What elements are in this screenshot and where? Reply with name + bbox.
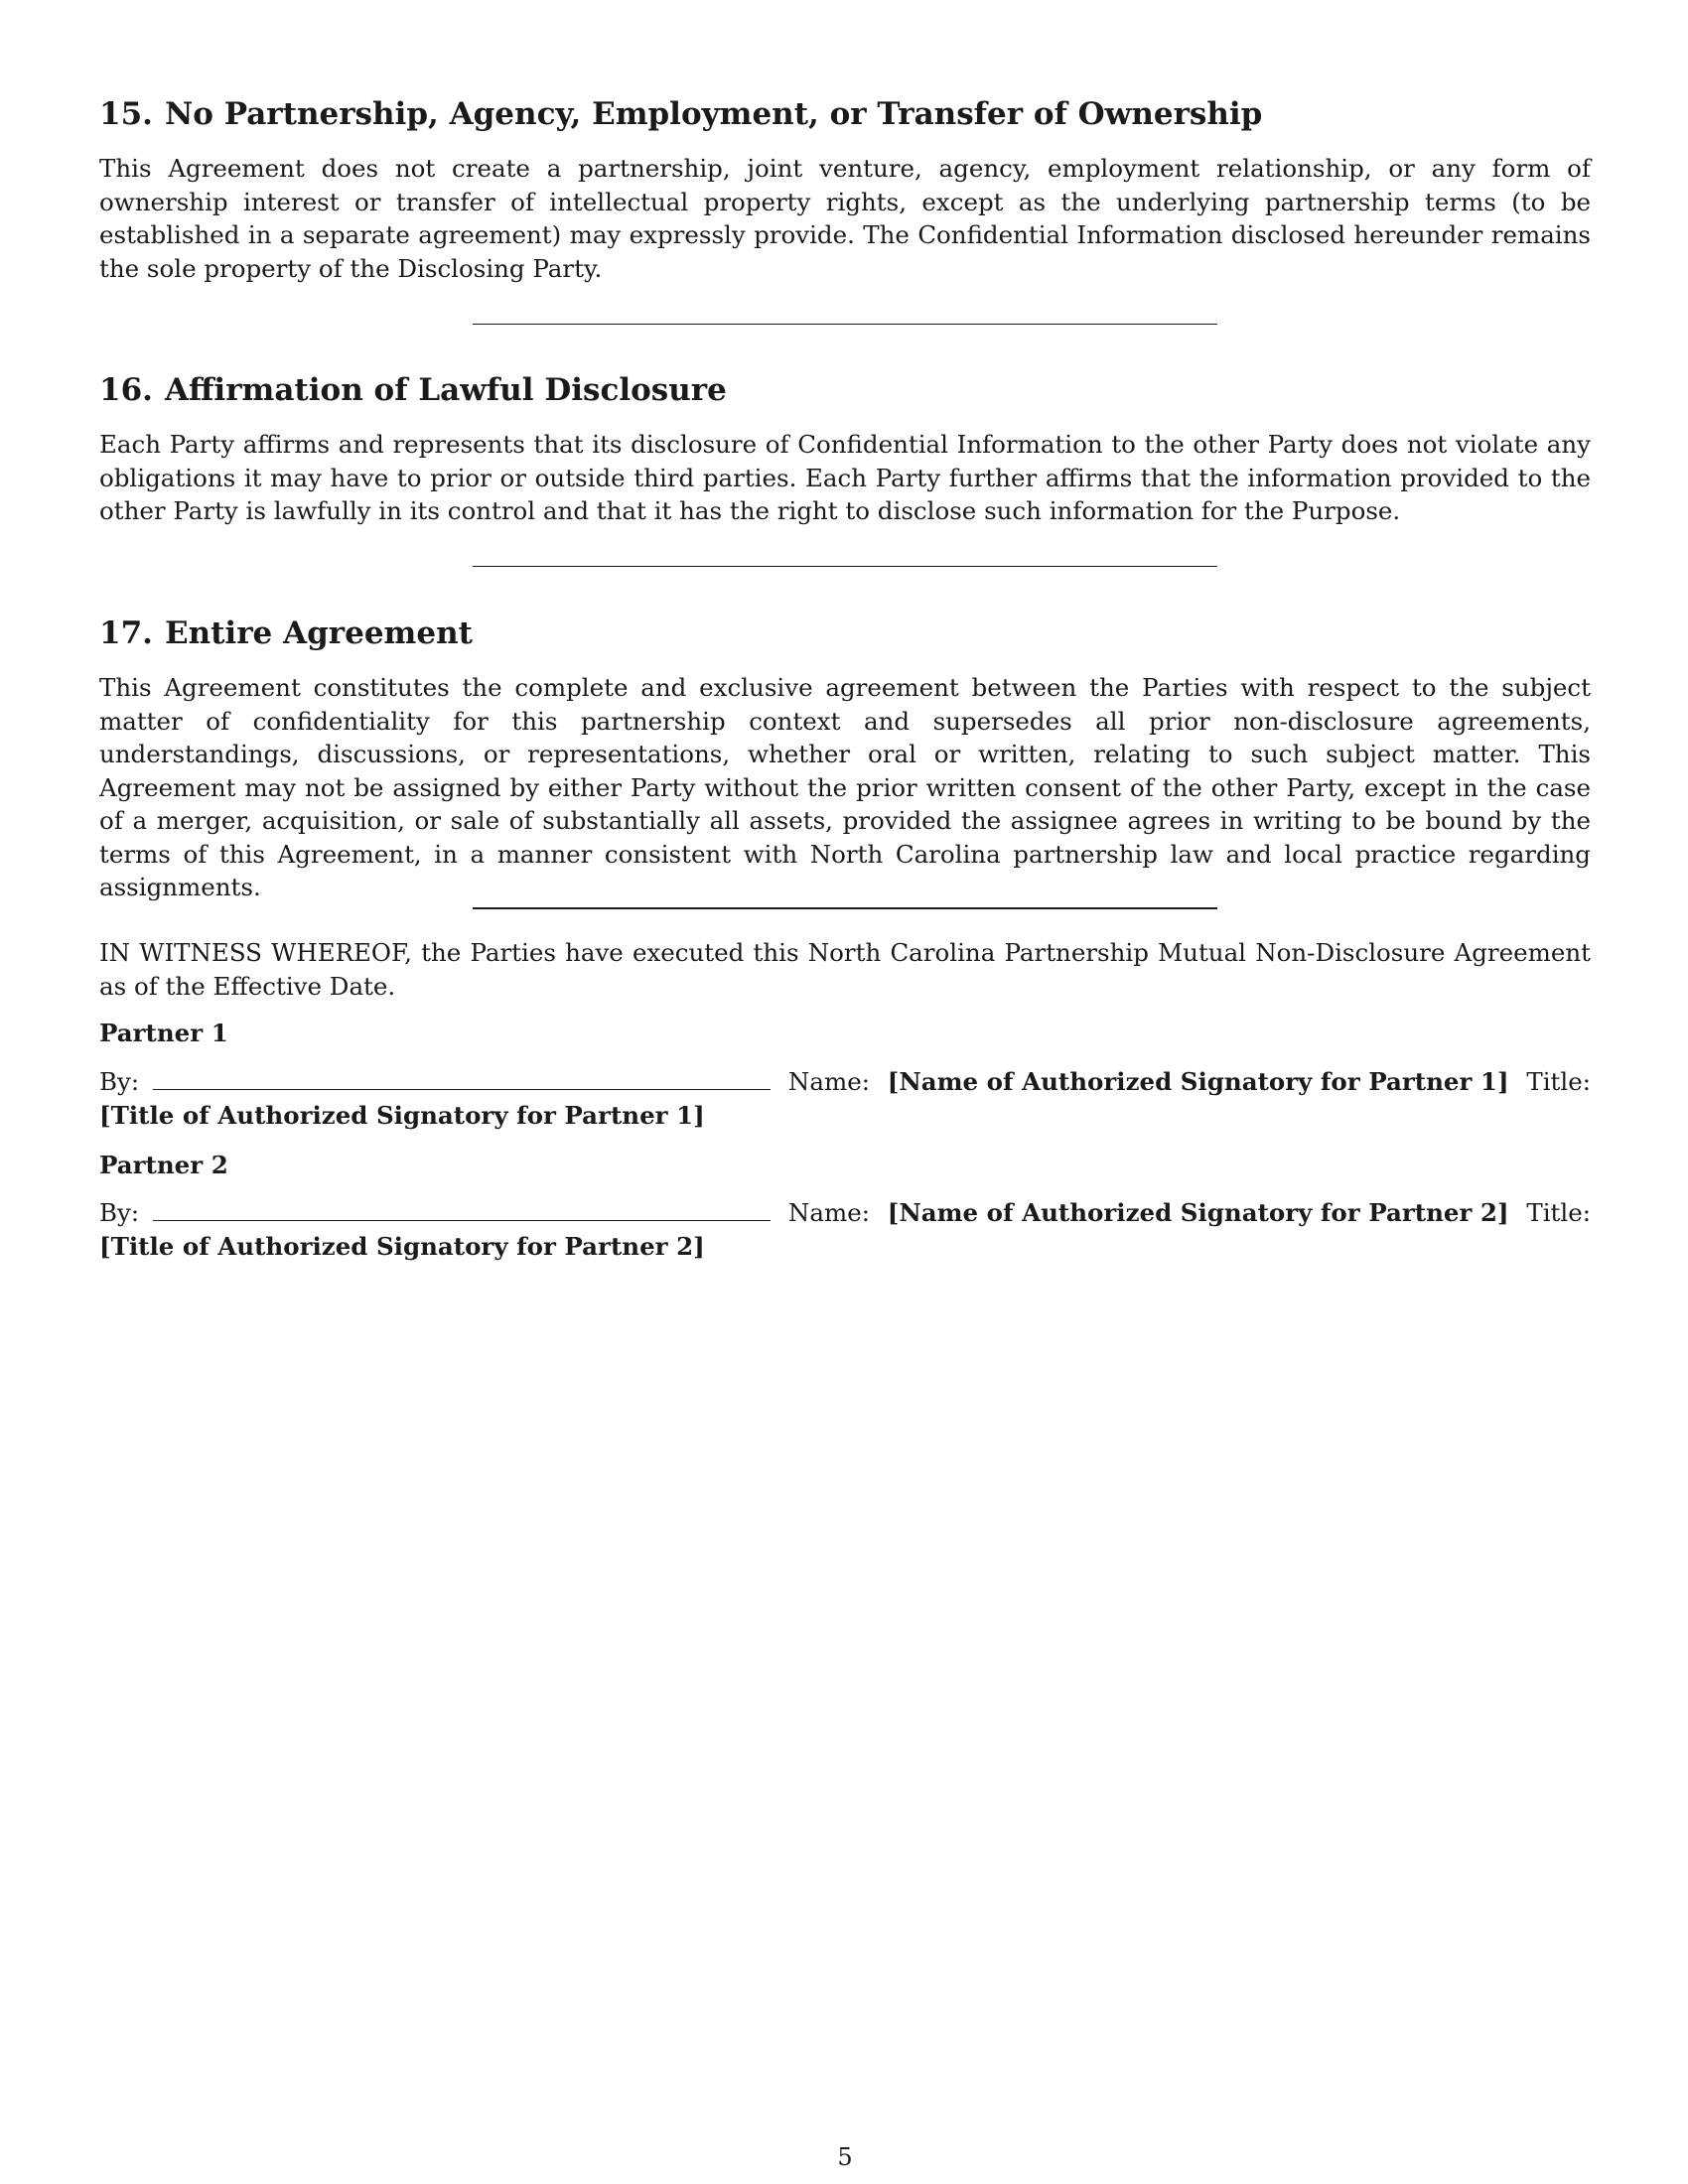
partner-2-title-label: Title: bbox=[1526, 1198, 1591, 1227]
partner-1-title-value: [Title of Authorized Signatory for Partner 1] bbox=[99, 1100, 705, 1130]
partner-1-signature-block bbox=[99, 1065, 1591, 1132]
section-15-heading bbox=[99, 94, 1262, 134]
partner-1-signature-row bbox=[99, 1065, 1591, 1099]
partner-1-by-label: By: bbox=[99, 1067, 140, 1096]
section-16-heading bbox=[99, 370, 727, 410]
partner-2-by-label: By: bbox=[99, 1198, 140, 1227]
partner-2-name-label: Name: bbox=[787, 1198, 870, 1227]
witness-clause: IN WITNESS WHEREOF, the Parties have executed this North Carolina Partnership Mutual Non-Disclosure Agreement as of the Effective Date. bbox=[99, 938, 1591, 1001]
section-divider bbox=[473, 566, 1217, 567]
section-16-title: Affirmation of Lawful Disclosure bbox=[164, 372, 727, 408]
partner-1-label: Partner 1 bbox=[99, 1019, 228, 1047]
partner-2-title-value: [Title of Authorized Signatory for Partner 2] bbox=[99, 1231, 705, 1261]
partner-1-by bbox=[99, 1065, 771, 1099]
document-page bbox=[99, 0, 1591, 2184]
partner-1-name-label: Name: bbox=[787, 1067, 870, 1096]
partner-2-signature-block bbox=[99, 1196, 1591, 1263]
section-16-number: 16. bbox=[99, 372, 153, 408]
section-17-body: This Agreement constitutes the complete and exclusive agreement between the Parties with respect to the subject matter of confidentiality for this partnership context and supersedes all prior non-disclosure agreements, understandings, discussions, or representations, whether oral or written, relating to such subject matter. This Agreement may not be assigned by either Party without the prior written consent of the other Party, except in the case of a merger, acquisition, or sale of substantially all assets, provided the assignee agrees in writing to be bound by the terms of this Agreement, in a manner consistent with North Carolina partnership law and local practice regarding assignments. bbox=[99, 673, 1591, 901]
partner-2-label: Partner 2 bbox=[99, 1151, 228, 1179]
section-17-title: Entire Agreement bbox=[164, 615, 473, 651]
partner-1-title-label: Title: bbox=[1526, 1067, 1591, 1096]
section-15-title: No Partnership, Agency, Employment, or Transfer of Ownership bbox=[164, 96, 1263, 132]
section-17-number: 17. bbox=[99, 615, 153, 651]
partner-1-name-value: [Name of Authorized Signatory for Partner 1] bbox=[887, 1067, 1509, 1096]
partner-1-signature-line[interactable] bbox=[153, 1065, 771, 1090]
section-15-number: 15. bbox=[99, 96, 153, 132]
partner-2-signature-row bbox=[99, 1196, 1591, 1230]
section-15-body: This Agreement does not create a partnership, joint venture, agency, employment relationship, or any form of ownership interest or transfer of intellectual property rights, except as the underlying partnership terms (to be established in a separate agreement) may expressly provide. The Confidential Information disclosed hereunder remains the sole property of the Disclosing Party. bbox=[99, 154, 1591, 283]
partner-2-by bbox=[99, 1196, 771, 1230]
page-number: 5 bbox=[837, 2143, 853, 2171]
partner-2-name-value: [Name of Authorized Signatory for Partner 2] bbox=[887, 1198, 1509, 1227]
partner-2-signature-line[interactable] bbox=[153, 1196, 771, 1221]
section-divider bbox=[473, 324, 1217, 325]
section-divider bbox=[473, 907, 1217, 909]
section-16-body: Each Party affirms and represents that its disclosure of Confidential Information to the other Party does not violate any obligations it may have to prior or outside third parties. Each Party further affirms that the information provided to the other Party is lawfully in its control and that it has the right to disclose such information for the Purpose. bbox=[99, 430, 1591, 525]
section-17-heading bbox=[99, 614, 473, 653]
